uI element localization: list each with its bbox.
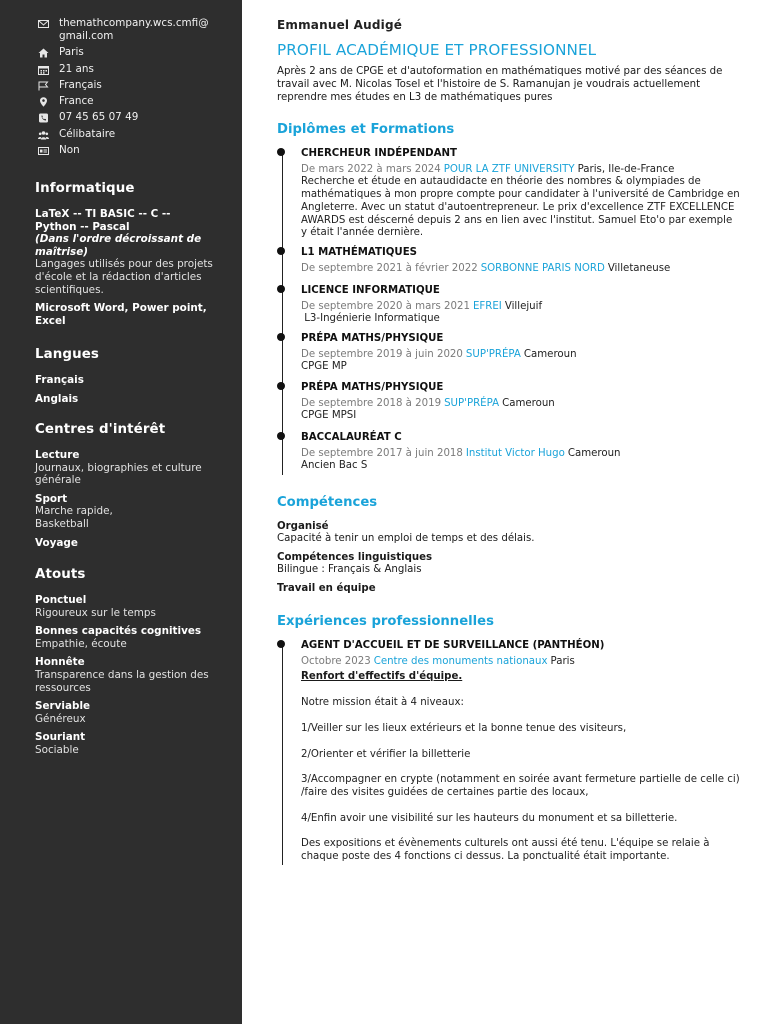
experience-paragraph: 2/Orienter et vérifier la billetterie [301,748,471,760]
id-card-icon [38,146,49,156]
interets-section [35,422,215,555]
contact-email-text: themathcompany.wcs.cmfi@ gmail.com [59,17,209,42]
experience-date: Octobre 2023 [301,655,371,667]
diplome-desc: Recherche et étude en autaudidacte en théorie des nombres & olympiades de mathématiques à mon propre compte pour candidater à l'université de Cambridge en Angleterre. Avec un statut d'autoentrepreneur. Le prix d'excellence ZTF EXCELLENCE AWARDS est déscerné depuis 2 ans en lien avec l'institut. Samuel Eto'o par exemple y était l'année dernière. [301,176,740,239]
experience-org[interactable]: Centre des monuments nationaux [373,655,548,667]
timeline-dot [277,148,285,156]
diplome-title: PRÉPA MATHS/PHYSIQUE [301,333,444,344]
flag-icon [38,81,49,91]
informatique-languages: LaTeX -- TI BASIC -- C -- Python -- Pascal [35,208,171,233]
experience-title: AGENT D'ACCUEIL ET DE SURVEILLANCE (PANTHÉON) [301,640,605,651]
informatique-office: Microsoft Word, Power point, Excel [35,302,207,327]
atout-title: Souriant [35,731,86,744]
diplome-meta [301,164,741,177]
calendar-icon [38,65,49,75]
atout-title: Serviable [35,700,91,713]
atout-desc: Sociable [35,743,79,756]
diplome-title: BACCALAURÉAT C [301,432,402,443]
diplome-title: PRÉPA MATHS/PHYSIQUE [301,382,444,393]
timeline-dot [277,432,285,440]
experience-location: Paris [550,655,575,667]
contact-phone[interactable] [38,111,218,124]
diplome-entry [301,148,741,240]
diplomes-timeline-line [282,153,283,475]
diplome-meta [301,263,741,276]
experience-paragraph: 3/Accompagner en crypte (notamment en soirée avant fermeture partielle de celle ci) /faire des visites guidées de certaines partie des locaux, [301,774,740,798]
diplome-entry [301,382,741,423]
experience-description [301,697,741,864]
experiences-heading: Expériences professionnelles [277,614,494,629]
competence-item [277,521,737,546]
interest-title: Lecture [35,449,80,461]
diplome-desc: CPGE MPSI [301,410,357,422]
contact-list [38,17,218,160]
informatique-item [35,208,215,296]
diplomes-heading: Diplômes et Formations [277,122,455,137]
competence-item [277,583,737,595]
profile-title: PROFIL ACADÉMIQUE ET PROFESSIONNEL [277,41,597,59]
informatique-item [35,302,215,327]
contact-city-text: Paris [59,46,84,59]
informatique-order-note: (Dans l'ordre décroissant de maîtrise) [35,233,202,258]
langues-heading: Langues [35,347,99,362]
timeline-dot [277,382,285,390]
atout-item [35,625,215,650]
timeline-dot [277,285,285,293]
experience-paragraph: Notre mission était à 4 niveaux: [301,697,464,709]
atout-item [35,731,215,756]
diplome-title: L1 MATHÉMATIQUES [301,247,417,258]
diplome-title: LICENCE INFORMATIQUE [301,285,440,296]
contact-license-text: Non [59,144,80,157]
diplome-entry [301,285,741,326]
atout-desc: Généreux [35,712,86,725]
timeline-dot [277,640,285,648]
interest-title: Voyage [35,536,78,549]
diplome-entry [301,432,741,473]
language-item [35,393,215,406]
diplome-location: Cameroun [523,348,577,360]
experience-paragraph: Des expositions et évènements culturels ont aussi été tenu. L'équipe se relaie à chaque poste des 4 fonctions ci dessus. La ponctualité était importante. [301,838,710,863]
contact-status [38,128,218,141]
diplome-org[interactable]: SUP'PRÉPA [465,348,521,360]
atout-item [35,594,215,619]
competence-title: Compétences linguistiques [277,552,433,563]
diplome-meta [301,448,741,461]
langues-section [35,347,215,411]
location-pin-icon [38,97,49,107]
experience-entry [301,640,741,864]
diplome-location: Cameroun [567,447,621,459]
contact-age-text: 21 ans [59,62,94,75]
diplome-date: De septembre 2017 à juin 2018 [301,447,463,459]
diplome-date: De septembre 2020 à mars 2021 [301,300,470,312]
contact-nationality-text: Français [59,78,102,91]
phone-icon [38,113,49,123]
person-name: Emmanuel Audigé [277,18,403,32]
language-anglais: Anglais [35,392,79,405]
diplome-desc: Ancien Bac S [301,460,368,472]
diplome-meta [301,349,741,362]
diplome-date: De septembre 2019 à juin 2020 [301,348,463,360]
language-francais: Français [35,374,84,386]
diplome-location: Paris, Ile-de-France [577,163,675,175]
informatique-section [35,181,215,333]
competence-desc: Capacité à tenir un emploi de temps et des délais. [277,533,535,545]
diplome-date: De mars 2022 à mars 2024 [301,163,441,175]
diplome-date: De septembre 2021 à février 2022 [301,262,478,274]
diplome-org[interactable]: SORBONNE PARIS NORD [480,262,605,274]
diplome-org[interactable]: POUR LA ZTF UNIVERSITY [443,163,575,175]
atout-title: Honnête [35,656,85,669]
contact-country-text: France [59,95,94,108]
diplome-meta [301,398,741,411]
diplome-date: De septembre 2018 à 2019 [301,397,442,409]
contact-city [38,46,218,59]
home-icon [38,48,49,58]
diplome-org[interactable]: Institut Victor Hugo [465,447,565,459]
atouts-section [35,567,215,763]
diplome-entry [301,247,741,275]
interest-desc: Journaux, biographies et culture générale [35,461,202,487]
diplome-location: Villejuif [504,300,543,312]
contact-email[interactable] [38,17,218,43]
diplome-org[interactable]: SUP'PRÉPA [444,397,500,409]
atout-title: Ponctuel [35,594,87,606]
informatique-heading: Informatique [35,181,135,196]
diplome-desc: L3-Ingénierie Informatique [301,313,440,325]
diplome-org[interactable]: EFREI [473,300,502,312]
competence-title: Organisé [277,521,329,532]
interets-heading: Centres d'intérêt [35,422,166,437]
interest-title: Sport [35,492,68,505]
sidebar [0,0,242,1024]
experience-meta [301,656,741,669]
experience-subtitle: Renfort d'effectifs d'équipe. [301,671,463,683]
profile-intro: Après 2 ans de CPGE et d'autoformation en mathématiques motivé par des séances de travail avec M. Nicolas Tosel et l'histoire de S. Ramanujan je voudrais actuellement reprendre mes études en L3 de mathématiques pures [277,66,723,104]
atout-item [35,656,215,694]
informatique-description: Langages utilisés pour des projets d'école et la rédaction d'articles scientifiques. [35,258,213,296]
atouts-heading: Atouts [35,567,86,582]
interest-item [35,537,215,550]
atout-desc: Transparence dans la gestion des ressources [35,668,209,694]
interest-item [35,449,215,487]
competence-title: Travail en équipe [277,583,376,594]
atout-desc: Empathie, écoute [35,637,127,650]
diplome-meta [301,301,741,314]
experience-paragraph: 1/Veiller sur les lieux extérieurs et la bonne tenue des visiteurs, [301,722,627,734]
atout-desc: Rigoureux sur le temps [35,606,156,619]
atout-title: Bonnes capacités cognitives [35,625,202,638]
contact-nationality [38,79,218,92]
diplome-location: Cameroun [502,397,555,409]
atout-item [35,700,215,725]
timeline-dot [277,247,285,255]
language-item [35,374,215,387]
interest-item [35,493,215,531]
interest-desc: Marche rapide, Basketball [35,505,113,530]
competences-heading: Compétences [277,495,378,510]
diplome-desc: CPGE MP [301,361,347,373]
contact-phone-text: 07 45 65 07 49 [59,111,139,124]
contact-license [38,144,218,157]
experience-timeline-line [282,645,283,865]
contact-country [38,95,218,108]
diplome-entry [301,333,741,374]
mail-icon [38,19,49,29]
diplome-location: Villetaneuse [607,262,671,274]
competence-desc: Bilingue : Français & Anglais [277,564,422,576]
competence-item [277,552,737,577]
contact-status-text: Célibataire [59,127,116,140]
people-icon [38,130,49,140]
timeline-dot [277,333,285,341]
contact-age [38,63,218,76]
diplome-title: CHERCHEUR INDÉPENDANT [301,148,457,159]
experience-paragraph: 4/Enfin avoir une visibilité sur les hauteurs du monument et sa billetterie. [301,812,678,824]
